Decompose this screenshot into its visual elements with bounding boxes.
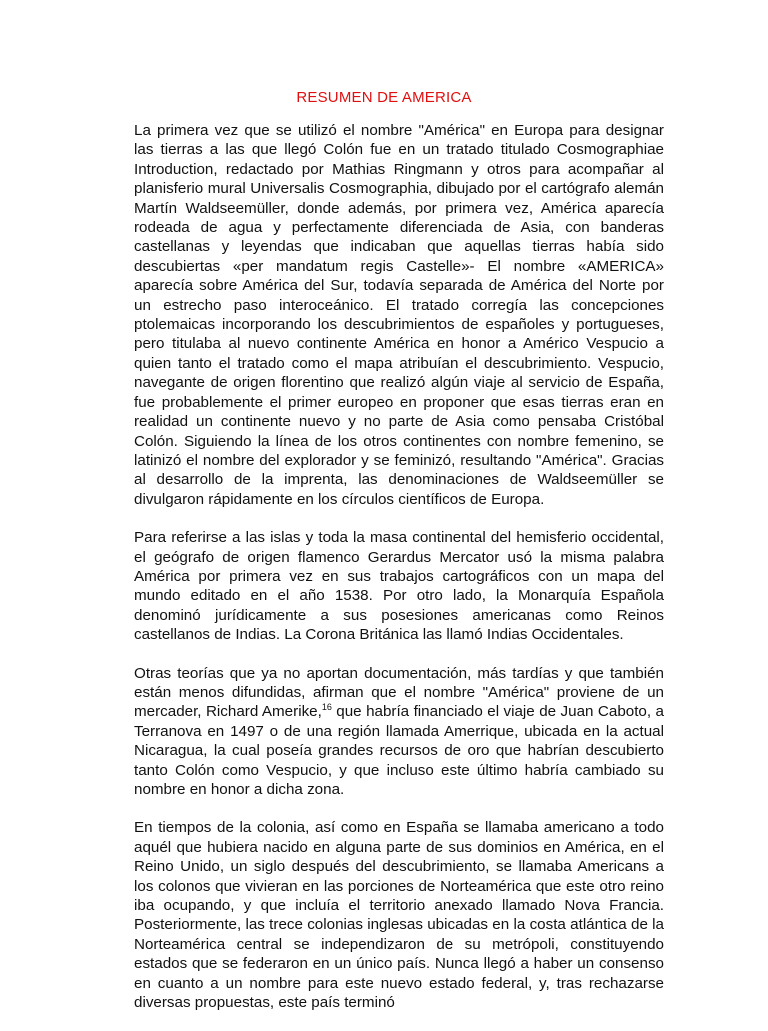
paragraph-3-text-after: que habría financiado el viaje de Juan Caboto, a Terranova en 1497 o de una región llamada Amerrique, ubicada en la actual Nicaragua, la cual poseía grandes recursos de oro que habrían descubierto tanto Colón como Vespucio, y que incluso este último habría cambiado su nombre en honor a dicha zona. — [134, 703, 664, 798]
document-body — [134, 121, 664, 1031]
paragraph-4: En tiempos de la colonia, así como en España se llamaba americano a todo aquél que hubiera nacido en alguna parte de sus dominios en América, en el Reino Unido, un siglo después del descubrimiento, se llamaba Americans a los colonos que vivieran en las porciones de Norteamérica que este otro reino iba ocupando, y que incluía el territorio anexado llamado Nova Francia. Posteriormente, las trece colonias inglesas ubicadas en la costa atlántica de la Norteamérica central se independizaron de su metrópoli, constituyendo estados que se federaron en un único país. Nunca llegó a haber un consenso en cuanto a un nombre para este nuevo estado federal, y, tras rechazarse diversas propuestas, este país terminó — [134, 819, 664, 1012]
document-title: RESUMEN DE AMERICA — [296, 89, 472, 106]
paragraph-2: Para referirse a las islas y toda la masa continental del hemisferio occidental, el geógrafo de origen flamenco Gerardus Mercator usó la misma palabra América por primera vez en sus trabajos cartográficos con un mapa del mundo editado en el año 1538. Por otro lado, la Monarquía Española denominó jurídicamente a sus posesiones americanas como Reinos castellanos de Indias. La Corona Británica las llamó Indias Occidentales. — [134, 529, 664, 644]
footnote-reference: 16 — [321, 702, 332, 713]
paragraph-1: La primera vez que se utilizó el nombre "América" en Europa para designar las tierras a las que llegó Colón fue en un tratado titulado Cosmographiae Introduction, redactado por Mathias Ringmann y otros para acompañar al planisferio mural Universalis Cosmographia, dibujado por el cartógrafo alemán Martín Waldseemüller, donde además, por primera vez, América aparecía rodeada de agua y perfectamente diferenciada de Asia, con banderas castellanas y leyendas que indicaban que aquellas tierras había sido descubiertas «per mandatum regis Castelle»- El nombre «AMERICA» aparecía sobre América del Sur, todavía separada de América del Norte por un estrecho paso interoceánico. El tratado corregía las concepciones ptolemaicas incorporando los descubrimientos de españoles y portugueses, pero titulaba al nuevo continente América en honor a Américo Vespucio a quien tanto el tratado como el mapa atribuían el descubrimiento. Vespucio, navegante de origen florentino que realizó algún viaje al servicio de España, fue probablemente el primer europeo en proponer que esas tierras eran en realidad un continente nuevo y no parte de Asia como pensaba Cristóbal Colón. Siguiendo la línea de los otros continentes con nombre femenino, se latinizó el nombre del explorador y se feminizó, resultando "América". Gracias al desarrollo de la imprenta, las denominaciones de Waldseemüller se divulgaron rápidamente en los círculos científicos de Europa. — [134, 122, 664, 508]
paragraph-3 — [134, 664, 664, 800]
paragraph-3-text-before: Otras teorías que ya no aportan documentación, más tardías y que también están menos difundidas, afirman que el nombre "América" proviene de un mercader, Richard Amerike, — [134, 664, 664, 721]
